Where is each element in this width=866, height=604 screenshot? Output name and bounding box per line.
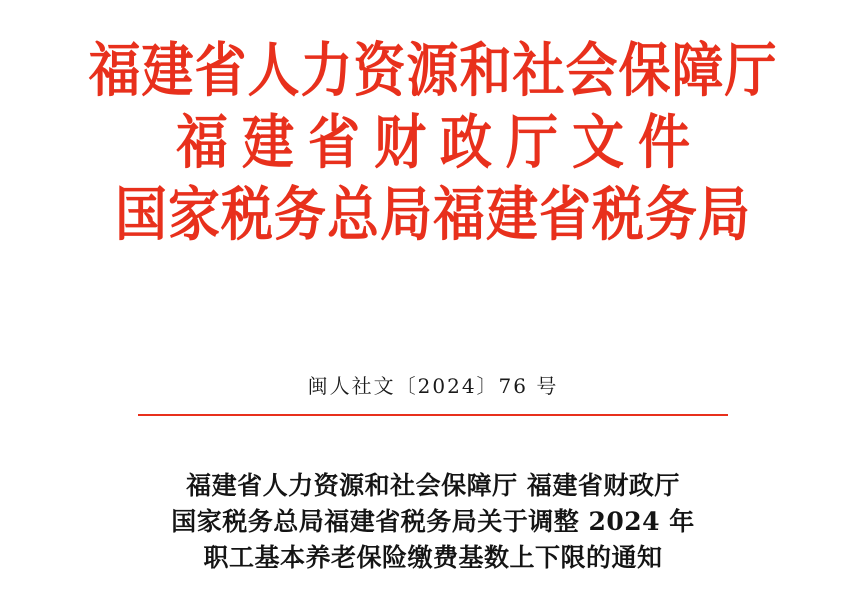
document-title-line-3: 职工基本养老保险缴费基数上下限的通知 bbox=[203, 543, 663, 572]
document-title-line-2: 国家税务总局福建省税务局关于调整 2024 年 bbox=[171, 507, 695, 536]
document-title-line-1: 福建省人力资源和社会保障厅 福建省财政厅 bbox=[186, 471, 680, 500]
red-divider-rule bbox=[138, 414, 728, 416]
masthead-line-2: 福建省财政厅文件 bbox=[175, 108, 704, 178]
document-title bbox=[0, 468, 866, 576]
masthead bbox=[0, 36, 866, 250]
masthead-line-1: 福建省人力资源和社会保障厅 bbox=[88, 36, 778, 105]
document-number: 闽人社文〔2024〕76 号 bbox=[307, 374, 559, 398]
masthead-line-3: 国家税务总局福建省税务局 bbox=[114, 180, 751, 250]
document-number-block bbox=[0, 372, 866, 416]
